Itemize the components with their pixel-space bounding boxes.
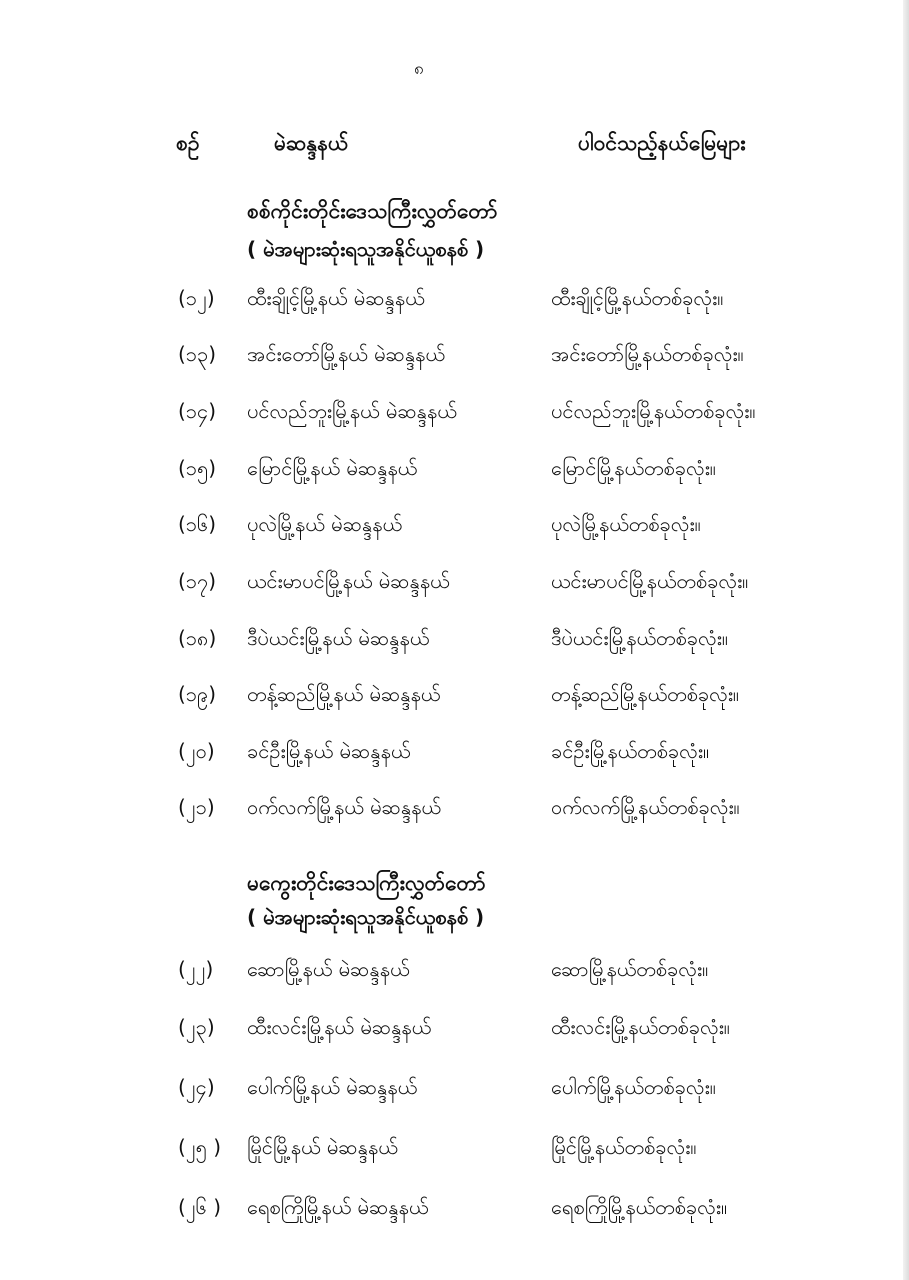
row-number: (၂၂) <box>178 957 214 981</box>
row-number: (၂၀) <box>178 739 215 763</box>
section-title: စစ်ကိုင်းတိုင်းဒေသကြီးလွှတ်တော် <box>247 199 498 223</box>
row-constituency: ယင်းမာပင်မြို့နယ် မဲဆန္ဒနယ် <box>247 569 450 593</box>
row-included: ပင်လည်ဘူးမြို့နယ်တစ်ခုလုံး။ <box>551 399 756 423</box>
row-included: မြိုင်မြို့နယ်တစ်ခုလုံး။ <box>551 1135 697 1159</box>
row-constituency: ဆောမြို့နယ် မဲဆန္ဒနယ် <box>247 957 410 981</box>
header-included-areas: ပါဝင်သည့်နယ်မြေများ <box>578 131 746 155</box>
row-number: (၂၅ ) <box>178 1135 222 1159</box>
row-number: (၁၇) <box>178 569 217 593</box>
row-constituency: အင်းတော်မြို့နယ် မဲဆန္ဒနယ် <box>247 342 445 366</box>
row-included: ထီးချိုင့်မြို့နယ်တစ်ခုလုံး။ <box>551 286 724 310</box>
section-subtitle: ( မဲအများဆုံးရသူအနိုင်ယူစနစ် ) <box>247 905 485 929</box>
row-number: (၂၃) <box>178 1015 215 1039</box>
row-number: (၁၃) <box>178 342 217 366</box>
row-constituency: ခင်ဦးမြို့နယ် မဲဆန္ဒနယ် <box>247 739 411 763</box>
row-constituency: ပင်လည်ဘူးမြို့နယ် မဲဆန္ဒနယ် <box>247 399 457 423</box>
row-included: ခင်ဦးမြို့နယ်တစ်ခုလုံး။ <box>551 739 710 763</box>
row-number: (၁၅) <box>178 456 217 480</box>
page-number: ၈ <box>414 59 424 79</box>
header-constituency: မဲဆန္ဒနယ် <box>274 131 349 155</box>
page-edge-shadow <box>903 0 909 1280</box>
row-included: အင်းတော်မြို့နယ်တစ်ခုလုံး။ <box>551 342 744 366</box>
row-number: (၁၂) <box>178 286 215 310</box>
row-included: ယင်းမာပင်မြို့နယ်တစ်ခုလုံး။ <box>551 569 749 593</box>
row-number: (၂၆ ) <box>178 1195 222 1219</box>
row-number: (၂၁) <box>178 795 215 819</box>
row-number: (၁၉) <box>178 682 217 706</box>
row-included: မြောင်မြို့နယ်တစ်ခုလုံး။ <box>551 456 716 480</box>
row-constituency: မြောင်မြို့နယ် မဲဆန္ဒနယ် <box>247 456 418 480</box>
row-constituency: ရေစကြိုမြို့နယ် မဲဆန္ဒနယ် <box>247 1195 429 1219</box>
row-number: (၂၄) <box>178 1075 215 1099</box>
row-included: ပုလဲမြို့နယ်တစ်ခုလုံး။ <box>551 512 701 536</box>
row-included: ရေစကြိုမြို့နယ်တစ်ခုလုံး။ <box>551 1195 728 1219</box>
row-constituency: ထီးချိုင့်မြို့နယ် မဲဆန္ဒနယ် <box>247 286 425 310</box>
row-constituency: ပေါက်မြို့နယ် မဲဆန္ဒနယ် <box>247 1075 418 1099</box>
row-constituency: ဒီပဲယင်းမြို့နယ် မဲဆန္ဒနယ် <box>247 626 430 650</box>
row-constituency: မြိုင်မြို့နယ် မဲဆန္ဒနယ် <box>247 1135 398 1159</box>
row-included: ဆောမြို့နယ်တစ်ခုလုံး။ <box>551 957 709 981</box>
row-included: ပေါက်မြို့နယ်တစ်ခုလုံး။ <box>551 1075 716 1099</box>
row-constituency: ဝက်လက်မြို့နယ် မဲဆန္ဒနယ် <box>247 795 441 819</box>
section-subtitle: ( မဲအများဆုံးရသူအနိုင်ယူစနစ် ) <box>247 237 485 261</box>
row-number: (၁၆) <box>178 512 217 536</box>
row-constituency: ပုလဲမြို့နယ် မဲဆန္ဒနယ် <box>247 512 403 536</box>
row-included: ဒီပဲယင်းမြို့နယ်တစ်ခုလုံး။ <box>551 626 728 650</box>
section-title: မကွေးတိုင်းဒေသကြီးလွှတ်တော် <box>247 871 486 895</box>
row-number: (၁၈) <box>178 626 217 650</box>
row-number: (၁၄) <box>178 399 217 423</box>
row-included: ထီးလင်းမြို့နယ်တစ်ခုလုံး။ <box>551 1015 730 1039</box>
row-included: ဝက်လက်မြို့နယ်တစ်ခုလုံး။ <box>551 795 740 819</box>
row-included: တန့်ဆည်မြို့နယ်တစ်ခုလုံး။ <box>551 682 739 706</box>
row-constituency: ထီးလင်းမြို့နယ် မဲဆန္ဒနယ် <box>247 1015 432 1039</box>
row-constituency: တန့်ဆည်မြို့နယ် မဲဆန္ဒနယ် <box>247 682 441 706</box>
header-serial-no: စဉ် <box>176 131 200 155</box>
